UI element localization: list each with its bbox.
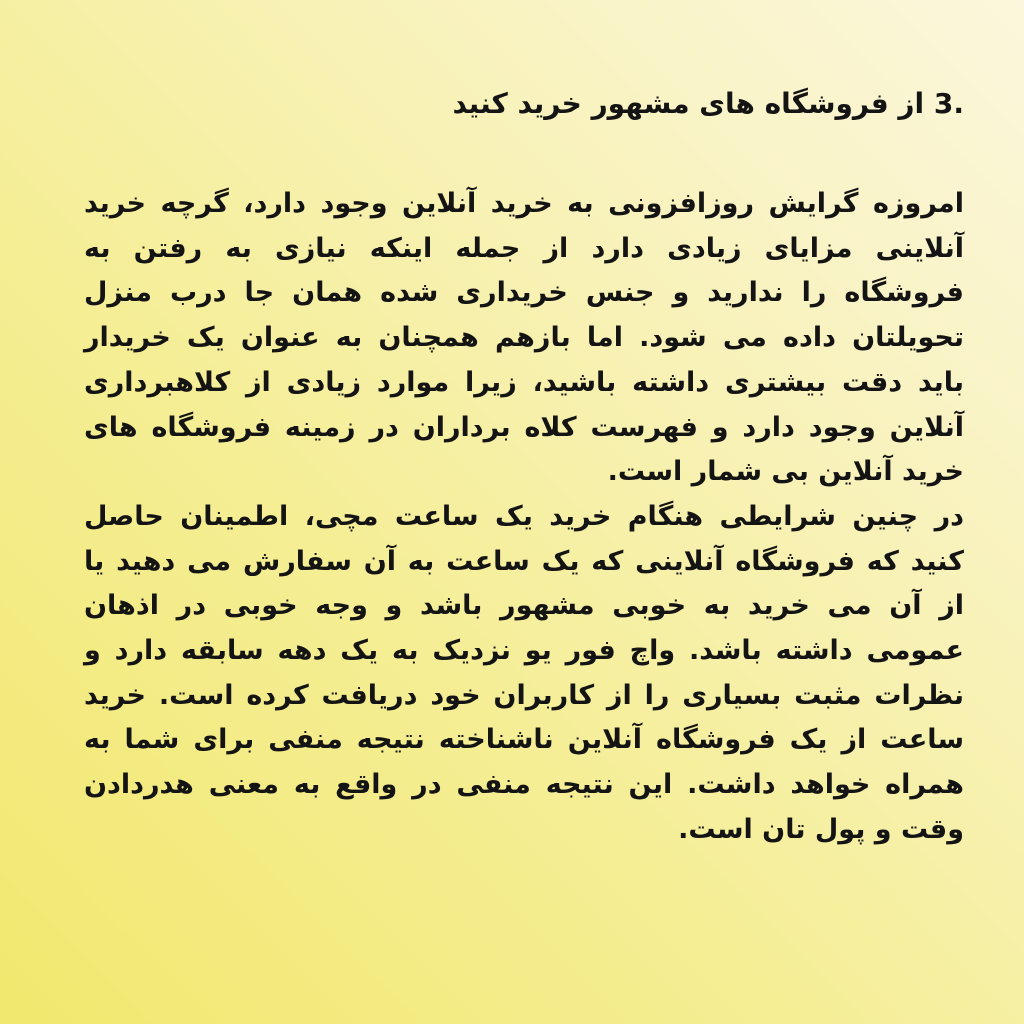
text-line: فروشگاه را ندارید و جنس خریداری شده همان جا درب منزل: [84, 277, 964, 309]
text-line: عمومی داشته باشد. واچ فور یو نزدیک به یک دهه سابقه دارد و: [84, 635, 964, 667]
text-line: باید دقت بیشتری داشته باشید، زیرا موارد زیادی از کلاهبرداری: [84, 366, 964, 398]
text-line: آنلاینی مزایای زیادی دارد از جمله اینکه نیازی به رفتن به: [84, 232, 964, 264]
text-line: ساعت از یک فروشگاه آنلاین ناشناخته نتیجه منفی برای شما به: [84, 724, 964, 756]
section-number: 3.: [933, 87, 964, 120]
article-body: [84, 182, 964, 853]
text-line: وقت و پول تان است.: [678, 813, 964, 845]
text-line: همراه خواهد داشت. این نتیجه منفی در واقع به معنی هدردادن: [84, 769, 964, 801]
text-line: امروزه گرایش روزافزونی به خرید آنلاین وجود دارد، گرچه خرید: [84, 188, 964, 219]
section-title: از فروشگاه های مشهور خرید کنید: [452, 87, 925, 120]
section-heading: [84, 82, 964, 126]
text-line: کنید که فروشگاه آنلاینی که یک ساعت به آن سفارش می دهید یا: [84, 545, 964, 577]
article: [84, 82, 964, 853]
text-line: تحویلتان داده می شود. اما بازهم همچنان به عنوان یک خریدار: [84, 322, 964, 354]
text-line: آنلاین وجود دارد و فهرست کلاه برداران در زمینه فروشگاه های: [84, 411, 964, 443]
text-line: در چنین شرایطی هنگام خرید یک ساعت مچی، اطمینان حاصل: [84, 500, 964, 532]
text-line: نظرات مثبت بسیاری را از کاربران خود دریافت کرده است. خرید: [84, 679, 964, 711]
text-line: خرید آنلاین بی شمار است.: [607, 456, 964, 488]
text-line: از آن می خرید به خوبی مشهور باشد و وجه خوبی در اذهان: [84, 590, 964, 622]
